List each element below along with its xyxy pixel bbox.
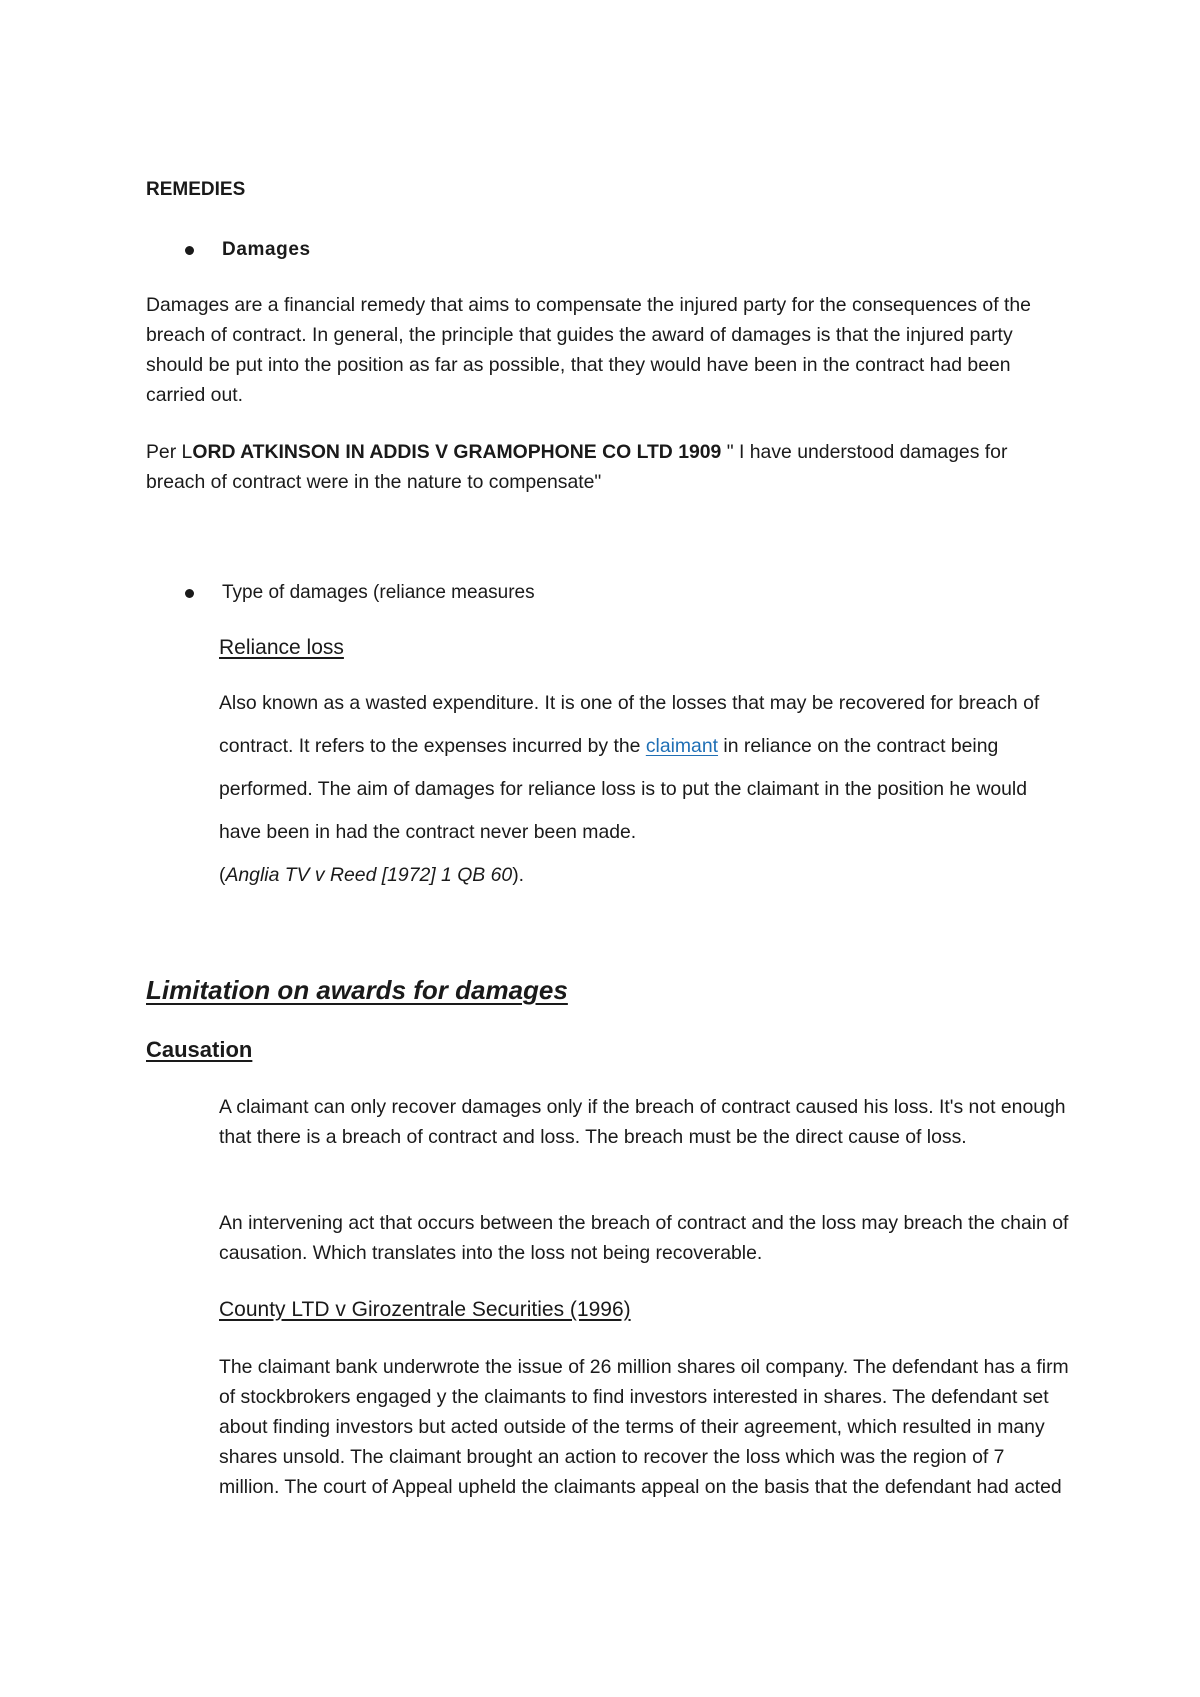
citation-case: Anglia TV v Reed [1972] 1 QB 60 bbox=[225, 864, 513, 886]
quote-text: " I have understood damages for breach of contract were in the nature to compensate" bbox=[146, 441, 1008, 493]
quote-prefix: Per L bbox=[146, 441, 193, 463]
citation-close: ). bbox=[512, 864, 525, 886]
case-heading: County LTD v Girozentrale Securities (1996) bbox=[219, 1298, 631, 1321]
causation-heading: Causation bbox=[146, 1037, 253, 1062]
reliance-loss-heading: Reliance loss bbox=[219, 636, 344, 659]
quote-case-name: ORD ATKINSON IN ADDIS V GRAMOPHONE CO LTD 1909 bbox=[192, 441, 722, 463]
causation-paragraph-1: A claimant can only recover damages only if the breach of contract caused his loss. It's not enough that there is a breach of contract and loss. The breach must be the direct cause of loss. bbox=[219, 1096, 1066, 1148]
reliance-text-after: in reliance on the contract being performed. The aim of damages for reliance loss is to put the claimant in the position he would have been in had the contract never been made. bbox=[219, 735, 1028, 843]
damages-definition-paragraph: Damages are a financial remedy that aims to compensate the injured party for the consequences of the breach of contract. In general, the principle that guides the award of damages is that the injured party should be put into the position as far as possible, that they would have been in the contract had been carried out. bbox=[146, 294, 1031, 406]
reliance-text-before: Also known as a wasted expenditure. It is one of the losses that may be recovered for breach of contract. It refers to the expenses incurred by the bbox=[219, 692, 1040, 757]
bullet-icon bbox=[185, 246, 194, 255]
case-paragraph: The claimant bank underwrote the issue of 26 million shares oil company. The defendant has a firm of stockbrokers engaged y the claimants to find investors interested in shares. The defendant set about finding investors but acted outside of the terms of their agreement, which resulted in many shares unsold. The claimant brought an action to recover the loss which was the region of 7 million. The court of Appeal upheld the claimants appeal on the basis that the defendant had acted bbox=[219, 1356, 1069, 1498]
page-title: REMEDIES bbox=[146, 179, 246, 200]
limitation-heading: Limitation on awards for damages bbox=[146, 975, 568, 1005]
causation-paragraph-2: An intervening act that occurs between the breach of contract and the loss may breach the chain of causation. Which translates into the loss not being recoverable. bbox=[219, 1212, 1069, 1264]
quote-paragraph bbox=[146, 437, 1066, 497]
claimant-link[interactable]: claimant bbox=[645, 735, 719, 757]
bullet-icon bbox=[185, 589, 194, 598]
reliance-loss-paragraph bbox=[219, 682, 1069, 897]
citation-open: ( bbox=[219, 864, 226, 886]
bullet-item-damages bbox=[185, 238, 311, 262]
bullet-label: Type of damages (reliance measures bbox=[222, 582, 535, 603]
bullet-label: Damages bbox=[222, 239, 311, 260]
bullet-item-type-of-damages bbox=[185, 581, 535, 605]
